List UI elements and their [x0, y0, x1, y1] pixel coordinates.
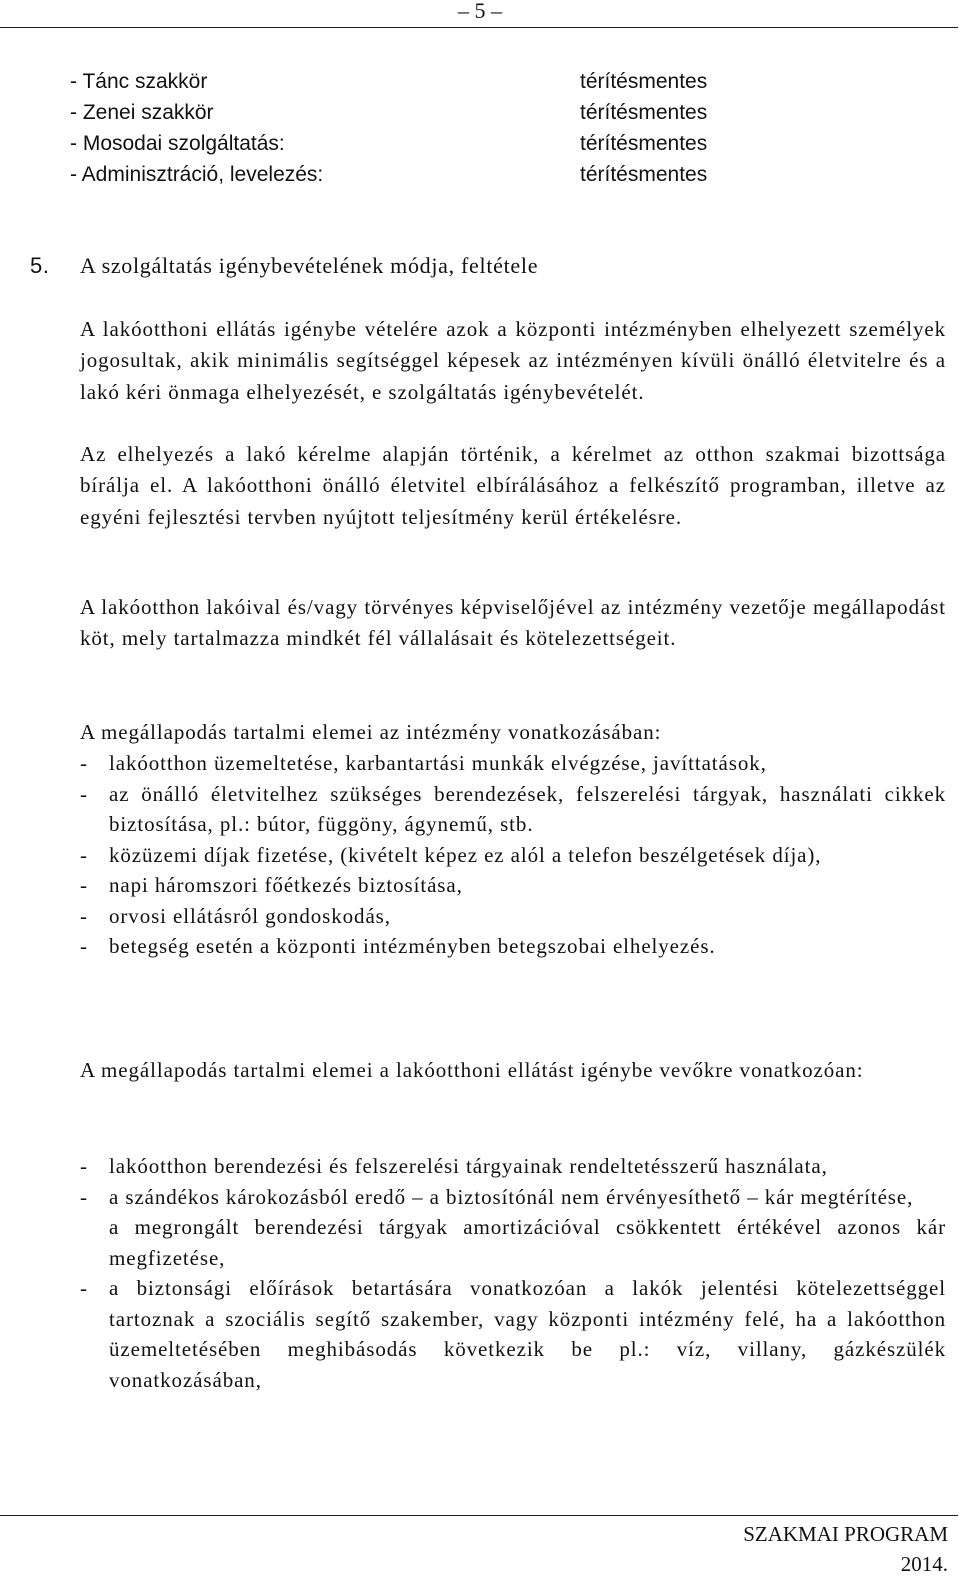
fee-value: térítésmentes — [580, 163, 708, 186]
list-item-text: a biztonsági előírások betartására vonatkozóan a lakók jelentési kötelezettséggel tartoznak a szociális segítő szakember, vagy központi intézmény felé, ha a lakóotthon üzemeltetésében meghibásodás következik be pl.: víz, villany, gázkészülék vonatkozásában, — [109, 1276, 946, 1392]
list-item — [80, 931, 946, 962]
fee-value: térítésmentes — [580, 101, 708, 124]
footer-title: SZAKMAI PROGRAM — [743, 1522, 948, 1546]
list-dash: - — [80, 1154, 88, 1178]
list-item — [80, 1212, 946, 1273]
list-item — [80, 748, 946, 779]
list-item — [80, 1273, 946, 1395]
section-number: 5. — [30, 253, 50, 278]
fee-value: térítésmentes — [580, 132, 708, 155]
list-item-text: lakóotthon berendezési és felszerelési tárgyainak rendeltetésszerű használata, — [109, 1154, 828, 1178]
fee-label: - Adminisztráció, levelezés: — [70, 163, 324, 186]
fee-value: térítésmentes — [580, 70, 708, 93]
list-item — [80, 1182, 946, 1213]
footer-rule — [0, 1515, 958, 1516]
paragraph-institution-heading: A megállapodás tartalmi elemei az intézmény vonatkozásában: — [80, 720, 662, 744]
fee-row — [70, 97, 770, 128]
list-item — [80, 901, 946, 932]
list-item — [80, 870, 946, 901]
list-dash: - — [80, 842, 88, 867]
header-rule — [0, 27, 958, 28]
resident-list — [80, 1151, 946, 1395]
list-dash: - — [80, 751, 88, 775]
fee-label: - Mosodai szolgáltatás: — [70, 132, 285, 155]
fee-label: - Tánc szakkör — [70, 70, 208, 93]
footer — [743, 1519, 948, 1579]
list-item-text: az önálló életvitelhez szükséges berendezések, felszerelési tárgyak, használati cikkek biztosítása, pl.: bútor, függöny, ágynemű, stb. — [109, 781, 946, 836]
list-item-text: közüzemi díjak fizetése, (kivételt képez ez alól a telefon beszélgetések díja), — [109, 842, 822, 867]
paragraph-agreement: A lakóotthon lakóival és/vagy törvényes képviselőjével az intézmény vezetője megállapodást köt, mely tartalmazza mindkét fél vállalásait és kötelezettségeit. — [80, 595, 946, 651]
list-dash: - — [80, 1184, 88, 1209]
list-dash: - — [80, 1276, 88, 1300]
paragraph-resident-heading: A megállapodás tartalmi elemei a lakóotthoni ellátást igénybe vevőkre vonatkozóan: — [80, 1058, 864, 1082]
list-dash: - — [80, 873, 88, 897]
fee-label: - Zenei szakkör — [70, 101, 214, 124]
fee-row — [70, 128, 770, 159]
list-item — [80, 779, 946, 840]
list-item-text: a szándékos károkozásból eredő – a biztosítónál nem érvényesíthető – kár megtérítése, — [109, 1184, 914, 1209]
list-item — [80, 1151, 946, 1182]
list-item-text: orvosi ellátásról gondoskodás, — [109, 903, 391, 928]
paragraph-eligibility: A lakóotthoni ellátás igénybe vételére azok a központi intézményben elhelyezett személyek jogosultak, akik minimális segítséggel képesek az intézményen kívüli önálló életvitelre és a lakó kéri önmaga elhelyezését, e szolgáltatás igénybevételét. — [80, 317, 946, 404]
institution-list — [80, 748, 946, 962]
list-item-text: a megrongált berendezési tárgyak amortizációval csökkentett értékével azonos kár megfizetése, — [109, 1215, 946, 1270]
footer-year: 2014. — [900, 1552, 948, 1576]
list-item-text: lakóotthon üzemeltetése, karbantartási munkák elvégzése, javíttatások, — [109, 751, 767, 775]
list-item — [80, 840, 946, 871]
list-dash: - — [80, 781, 88, 806]
page-number: – 5 – — [458, 0, 502, 23]
fee-list — [70, 66, 770, 190]
list-item-text: betegség esetén a központi intézményben betegszobai elhelyezés. — [109, 934, 716, 958]
section-title: A szolgáltatás igénybevételének módja, feltétele — [80, 253, 539, 278]
fee-row — [70, 66, 770, 97]
paragraph-placement: Az elhelyezés a lakó kérelme alapján történik, a kérelmet az otthon szakmai bizottsága bírálja el. A lakóotthoni önálló életvitel elbírálásához a felkészítő programban, illetve az egyéni fejlesztési tervben nyújtott teljesítmény kerül értékelésre. — [80, 442, 946, 529]
list-dash: - — [80, 934, 88, 958]
list-item-text: napi háromszori főétkezés biztosítása, — [109, 873, 463, 897]
fee-row — [70, 159, 770, 190]
list-dash: - — [80, 903, 88, 928]
